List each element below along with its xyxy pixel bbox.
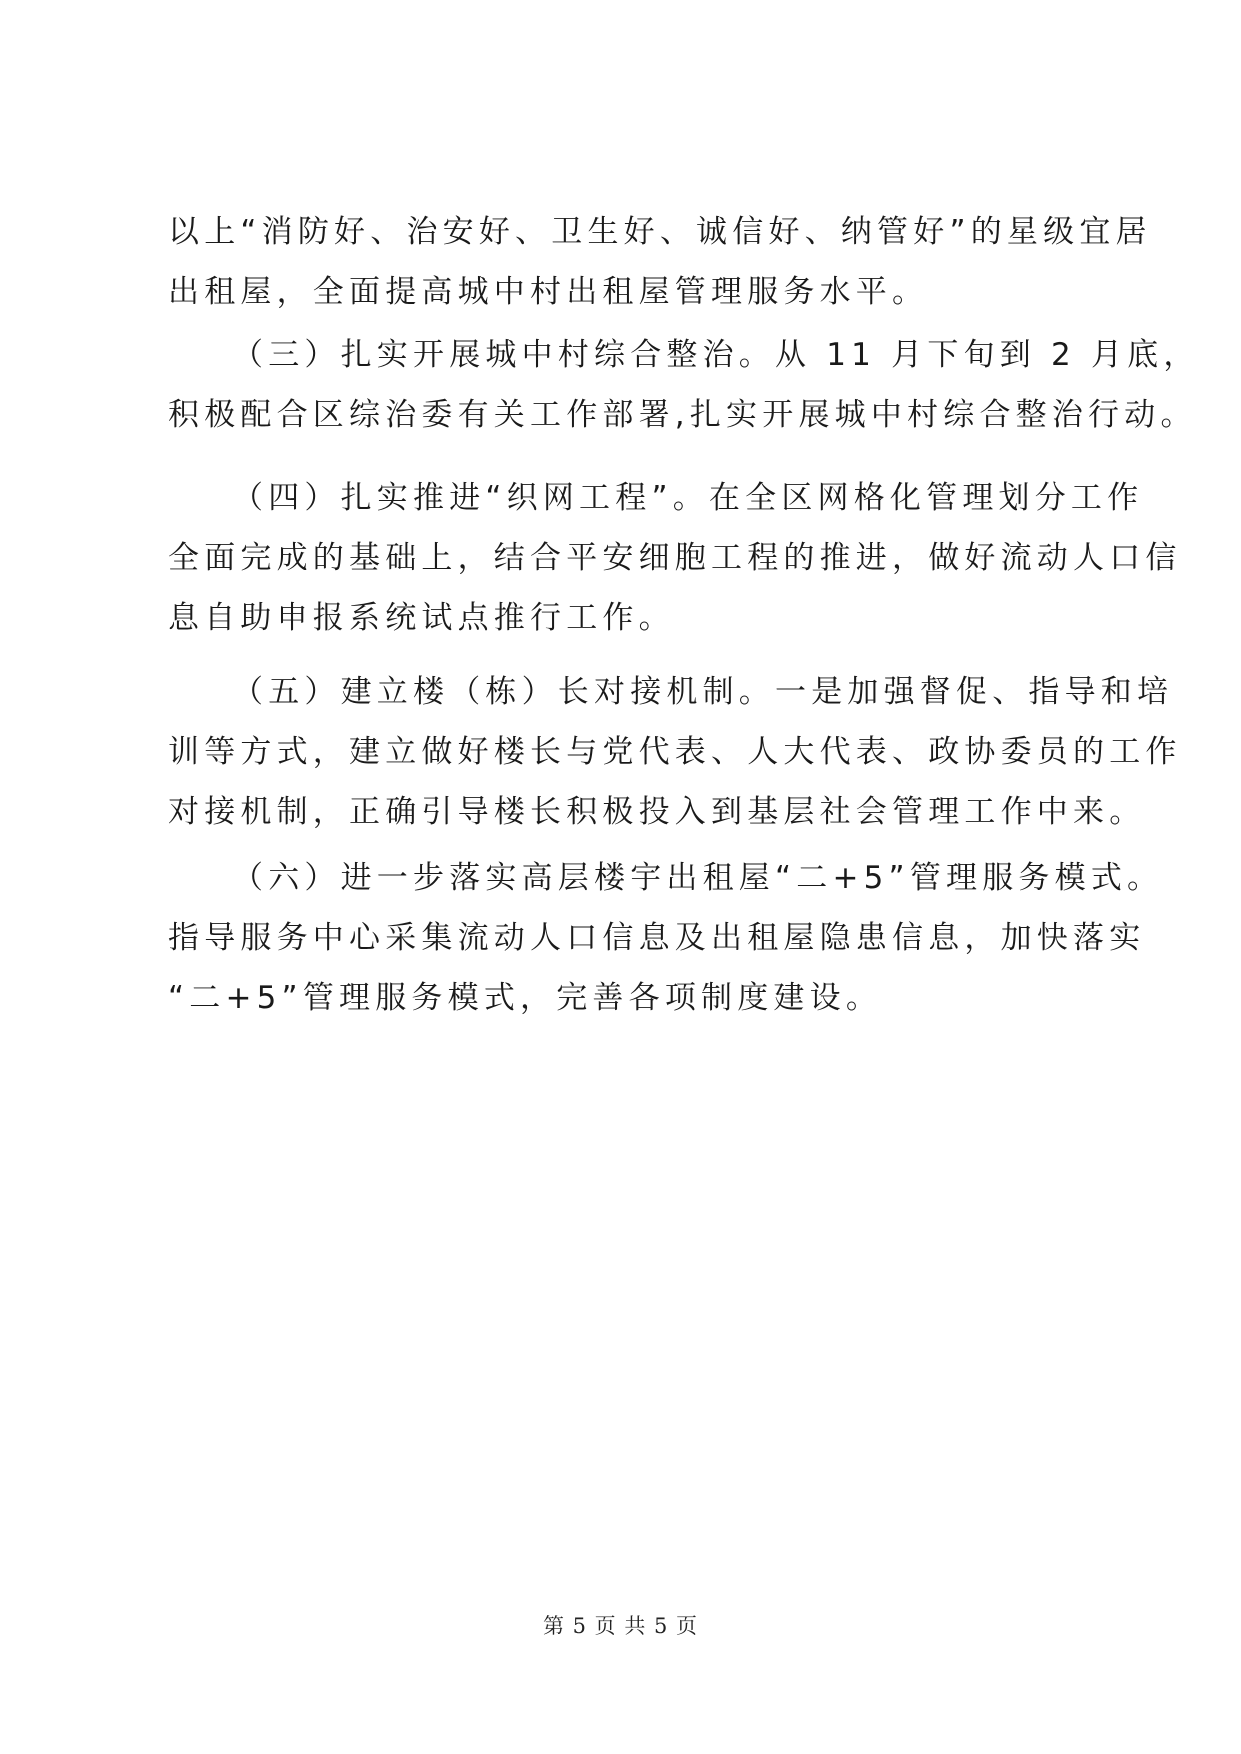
- paragraph-3-line-2: 全面完成的基础上，结合平安细胞工程的推进，做好流动人口信: [168, 540, 1182, 576]
- paragraph-1-line-2: 出租屋，全面提高城中村出租屋管理服务水平。: [168, 274, 929, 310]
- paragraph-3-line-1: （四）扎实推进“织网工程”。在全区网格化管理划分工作: [232, 480, 1144, 516]
- paragraph-2-line-2: 积极配合区综治委有关工作部署,扎实开展城中村综合整治行动。: [168, 397, 1197, 433]
- paragraph-4-line-3: 对接机制，正确引导楼长积极投入到基层社会管理工作中来。: [168, 794, 1146, 830]
- paragraph-5-line-3: “二+5”管理服务模式，完善各项制度建设。: [168, 980, 883, 1016]
- page-number-footer: 第 5 页 共 5 页: [542, 1614, 699, 1638]
- paragraph-2-line-1: （三）扎实开展城中村综合整治。从 11 月下旬到 2 月底，: [232, 337, 1200, 373]
- paragraph-5-line-1: （六）进一步落实高层楼宇出租屋“二+5”管理服务模式。: [232, 860, 1164, 896]
- paragraph-4-line-1: （五）建立楼（栋）长对接机制。一是加强督促、指导和培: [232, 674, 1174, 710]
- paragraph-1-line-1: 以上“消防好、治安好、卫生好、诚信好、纳管好”的星级宜居: [168, 214, 1152, 250]
- paragraph-3-line-3: 息自助申报系统试点推行工作。: [168, 600, 675, 636]
- paragraph-5-line-2: 指导服务中心采集流动人口信息及出租屋隐患信息，加快落实: [168, 920, 1146, 956]
- paragraph-4-line-2: 训等方式，建立做好楼长与党代表、人大代表、政协委员的工作: [168, 734, 1182, 770]
